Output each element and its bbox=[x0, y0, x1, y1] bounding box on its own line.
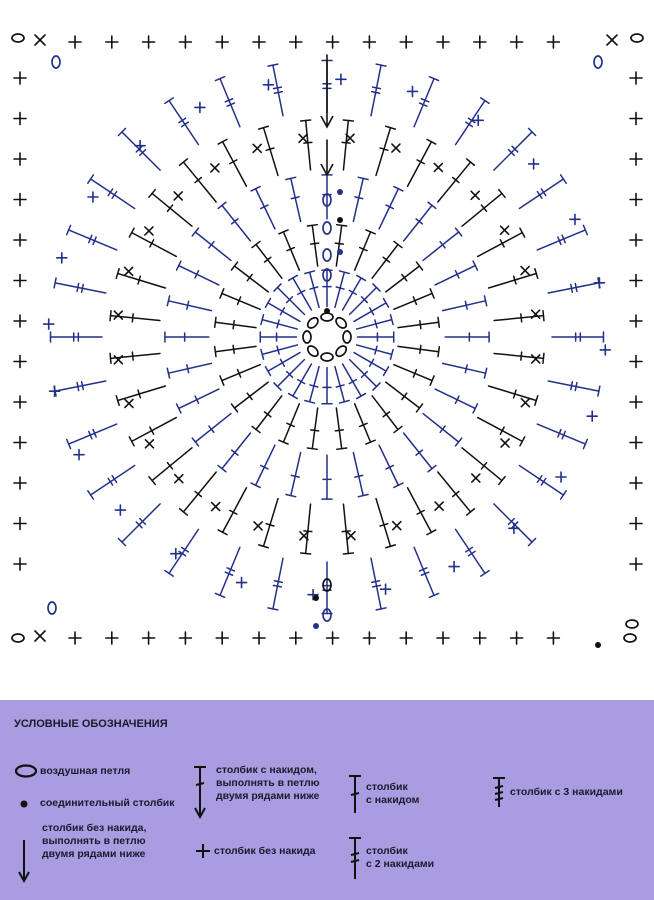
chart-stitch bbox=[438, 472, 471, 512]
chart-stitch bbox=[494, 132, 532, 170]
legend-item-sc-arrow bbox=[14, 822, 146, 886]
legend-label-dtr: столбик с 3 накидами bbox=[510, 785, 623, 798]
legend-title: УСЛОВНЫЕ ОБОЗНАЧЕНИЯ bbox=[14, 718, 168, 730]
chart-stitch bbox=[273, 65, 283, 116]
chart-stitch bbox=[438, 347, 439, 357]
chart-stitch bbox=[179, 266, 219, 285]
chart-stitch bbox=[233, 321, 234, 329]
chart-stitch bbox=[456, 529, 485, 573]
chart-stitch bbox=[252, 426, 260, 432]
chart-stitch bbox=[478, 418, 523, 442]
chart-stitch bbox=[82, 382, 84, 390]
chart-stitch bbox=[343, 120, 353, 121]
sc-plus-icon bbox=[194, 841, 214, 861]
corner-chain bbox=[48, 602, 56, 614]
chart-stitch bbox=[274, 581, 282, 583]
chart-stitch bbox=[386, 382, 420, 408]
chart-stitch bbox=[543, 353, 544, 363]
chart-stitch bbox=[598, 386, 600, 396]
chart-stitch bbox=[414, 79, 434, 127]
chart-stitch bbox=[218, 530, 227, 535]
corner-chain bbox=[52, 56, 60, 68]
chart-stitch bbox=[438, 317, 439, 327]
chart-stitch bbox=[465, 365, 467, 373]
chart-stitch bbox=[342, 531, 350, 532]
chart-stitch bbox=[301, 120, 311, 121]
chart-stitch bbox=[420, 345, 421, 353]
corner-chain bbox=[631, 34, 643, 42]
chart-stitch bbox=[291, 453, 301, 496]
chart-stitch bbox=[541, 478, 545, 485]
chart-stitch bbox=[519, 466, 563, 495]
chart-stitch bbox=[416, 404, 422, 412]
legend-item-slip bbox=[18, 797, 175, 810]
chart-stitch bbox=[301, 553, 311, 554]
legend-label-slip: соединительный столбик bbox=[40, 797, 175, 809]
chart-stitch bbox=[235, 382, 269, 408]
center-slip bbox=[313, 595, 319, 601]
chart-stitch bbox=[423, 414, 459, 442]
center-slip bbox=[313, 623, 319, 629]
chart-stitch bbox=[108, 478, 112, 485]
chart-stitch bbox=[187, 301, 189, 309]
ring-chain bbox=[303, 331, 311, 343]
chart-stitch bbox=[256, 445, 275, 485]
chart-stitch bbox=[256, 245, 282, 279]
chart-stitch bbox=[336, 385, 344, 387]
chart-stitch bbox=[456, 101, 485, 145]
chart-stitch bbox=[416, 262, 422, 270]
center-slip bbox=[337, 217, 343, 223]
chart-stitch bbox=[466, 122, 473, 126]
chart-stitch bbox=[88, 175, 94, 183]
chart-stitch bbox=[379, 189, 398, 229]
chart-stitch bbox=[371, 558, 381, 609]
chart-stitch bbox=[548, 283, 599, 293]
chart-stitch bbox=[195, 414, 231, 442]
corner-chain bbox=[624, 634, 636, 642]
chart-stitch bbox=[428, 466, 436, 472]
chart-stitch bbox=[268, 64, 278, 66]
chart-stitch bbox=[443, 301, 486, 311]
chart-stitch bbox=[353, 453, 363, 496]
chart-stitch bbox=[168, 363, 211, 373]
chart-stitch bbox=[478, 233, 523, 257]
chart-stitch bbox=[371, 65, 381, 116]
chart-stitch bbox=[277, 346, 279, 354]
chart-stitch bbox=[468, 551, 475, 555]
chart-stitch bbox=[306, 504, 311, 553]
chart-stitch bbox=[357, 394, 366, 399]
chart-stitch bbox=[222, 205, 250, 241]
chart-stitch bbox=[182, 547, 189, 551]
chart-stitch bbox=[291, 475, 299, 477]
chart-stitch bbox=[376, 64, 386, 66]
slip-dot-icon bbox=[18, 798, 40, 810]
chart-stitch bbox=[337, 448, 347, 449]
chart-stitch bbox=[169, 529, 198, 573]
chart-stitch bbox=[112, 476, 116, 483]
ring-chain bbox=[321, 313, 333, 321]
chart-stitch bbox=[169, 101, 198, 145]
chart-stitch bbox=[218, 139, 227, 144]
chart-stitch bbox=[152, 193, 192, 226]
tr-t-icon bbox=[346, 835, 366, 881]
chart-stitch bbox=[408, 142, 432, 187]
ring-chain bbox=[343, 331, 351, 343]
chart-stitch bbox=[122, 504, 160, 542]
chart-stitch bbox=[561, 491, 567, 499]
legend-label-tr: столбик с 2 накидами bbox=[366, 845, 435, 870]
chart-stitch bbox=[456, 438, 462, 446]
ring-slip bbox=[324, 308, 330, 314]
corner-slip bbox=[595, 642, 601, 648]
chart-stitch bbox=[394, 365, 432, 381]
chart-stitch bbox=[355, 404, 371, 442]
chart-stitch bbox=[195, 232, 231, 260]
chart-stitch bbox=[307, 225, 317, 226]
chart-stitch bbox=[111, 353, 160, 358]
chart-stitch bbox=[222, 293, 260, 309]
chart-stitch bbox=[375, 346, 377, 354]
chart-stitch bbox=[129, 437, 134, 446]
chart-stitch bbox=[289, 394, 298, 399]
chart-stitch bbox=[55, 381, 106, 391]
chart-stitch bbox=[462, 448, 502, 481]
chart-stitch bbox=[311, 243, 319, 244]
chart-stitch bbox=[373, 585, 381, 587]
chart-stitch bbox=[489, 274, 537, 288]
chart-stitch bbox=[218, 202, 226, 208]
chart-stitch bbox=[283, 404, 299, 442]
chart-stitch bbox=[262, 320, 297, 329]
chart-stitch bbox=[456, 228, 462, 236]
chart-stitch bbox=[521, 352, 522, 360]
chart-stitch bbox=[376, 608, 386, 610]
chart-stitch bbox=[520, 437, 525, 446]
corner-chain bbox=[12, 634, 24, 642]
legend-item-sc bbox=[194, 841, 316, 861]
chart-stitch bbox=[384, 299, 389, 308]
chart-stitch bbox=[235, 266, 269, 292]
chart-stitch bbox=[223, 488, 247, 533]
chart-stitch bbox=[548, 381, 599, 391]
chart-stitch bbox=[215, 322, 256, 327]
chart-stitch bbox=[571, 382, 573, 390]
chart-stitch bbox=[537, 230, 585, 250]
legend-item-dc bbox=[346, 773, 419, 815]
chart-stitch bbox=[179, 118, 186, 122]
chart-stitch bbox=[543, 311, 544, 321]
ring-chain bbox=[306, 316, 320, 330]
legend-label-dc: столбик с накидом bbox=[366, 781, 420, 806]
legend-item-dc-arrow bbox=[190, 764, 320, 820]
chart-stitch bbox=[122, 132, 160, 170]
chart-stitch bbox=[252, 241, 260, 247]
legend-label-sc: столбик без накида bbox=[214, 844, 316, 857]
chart-stitch bbox=[537, 476, 541, 483]
chart-stitch bbox=[82, 284, 84, 292]
chart-stitch bbox=[343, 121, 348, 170]
chart-stitch bbox=[310, 287, 318, 289]
chart-stitch bbox=[481, 571, 489, 577]
chart-stitch bbox=[335, 367, 344, 402]
chart-stitch bbox=[215, 346, 256, 351]
chart-stitch bbox=[357, 345, 392, 354]
chart-stitch bbox=[357, 320, 392, 329]
chart-stitch bbox=[404, 433, 432, 469]
chart-stitch bbox=[132, 352, 133, 360]
chart-stitch bbox=[152, 448, 192, 481]
chart-stitch bbox=[481, 98, 489, 104]
legend-item-chain bbox=[14, 764, 130, 778]
chart-stitch bbox=[310, 385, 318, 387]
chain-oval-icon bbox=[14, 764, 40, 778]
chart-stitch bbox=[112, 192, 116, 199]
chart-stitch bbox=[494, 316, 543, 321]
chart-stitch bbox=[521, 314, 522, 322]
chart-stitch bbox=[394, 241, 402, 247]
chart-stitch bbox=[336, 225, 341, 266]
chart-stitch bbox=[372, 396, 398, 430]
chart-stitch bbox=[438, 162, 471, 202]
dc-arrow-icon bbox=[190, 764, 212, 820]
corner-chain bbox=[626, 620, 638, 628]
legend-panel bbox=[0, 700, 654, 900]
chart-stitch bbox=[372, 581, 380, 583]
chart-stitch bbox=[571, 284, 573, 292]
chart-stitch bbox=[336, 408, 341, 449]
chart-stitch bbox=[215, 347, 216, 357]
chart-stitch bbox=[165, 98, 173, 104]
chart-stitch bbox=[357, 275, 366, 280]
chart-stitch bbox=[575, 284, 577, 292]
chart-stitch bbox=[264, 128, 278, 176]
chart-stitch bbox=[215, 317, 216, 327]
chart-stitch bbox=[274, 92, 282, 94]
chart-stitch bbox=[427, 139, 436, 144]
chart-stitch bbox=[262, 345, 297, 354]
chart-stitch bbox=[110, 311, 111, 321]
chart-stitch bbox=[519, 179, 563, 208]
chart-stitch bbox=[398, 322, 439, 327]
corner-chain bbox=[594, 56, 602, 68]
chart-stitch bbox=[132, 314, 133, 322]
chart-stitch bbox=[394, 293, 432, 309]
chart-stitch bbox=[306, 121, 311, 170]
chart-stitch bbox=[420, 321, 421, 329]
chart-stitch bbox=[291, 178, 301, 221]
sc-arrow-icon bbox=[14, 822, 38, 886]
chart-stitch bbox=[187, 365, 189, 373]
chart-stitch bbox=[335, 430, 343, 431]
chart-stitch bbox=[274, 87, 282, 89]
chart-stitch bbox=[283, 232, 299, 270]
chart-stitch bbox=[537, 192, 541, 199]
chart-stitch bbox=[307, 448, 317, 449]
chart-stitch bbox=[88, 491, 94, 499]
chart-stitch bbox=[384, 367, 389, 376]
chart-stitch bbox=[289, 275, 298, 280]
chart-stitch bbox=[54, 278, 56, 288]
chart-stitch bbox=[335, 243, 343, 244]
chart-stitch bbox=[220, 547, 240, 595]
ring-chain bbox=[306, 344, 320, 358]
chart-stitch bbox=[231, 262, 237, 270]
chart-stitch bbox=[91, 179, 135, 208]
chart-stitch bbox=[132, 418, 177, 442]
chart-stitch bbox=[372, 245, 398, 279]
center-slip bbox=[337, 189, 343, 195]
chart-stitch bbox=[77, 383, 79, 391]
chart-stitch bbox=[408, 488, 432, 533]
chart-stitch bbox=[273, 558, 283, 609]
chart-stitch bbox=[264, 499, 278, 547]
chart-stitch bbox=[386, 266, 420, 292]
chart-stitch bbox=[274, 585, 282, 587]
chart-stitch bbox=[375, 320, 377, 328]
chart-stitch bbox=[398, 346, 439, 351]
ring-chain bbox=[321, 353, 333, 361]
chart-stitch bbox=[376, 128, 390, 176]
center-chain bbox=[323, 249, 331, 261]
chart-stitch bbox=[129, 228, 134, 237]
chart-stitch bbox=[179, 389, 219, 408]
chart-stitch bbox=[394, 426, 402, 432]
chart-stitch bbox=[222, 433, 250, 469]
chart-stitch bbox=[379, 445, 398, 485]
chart-stitch bbox=[183, 472, 216, 512]
chart-stitch bbox=[435, 266, 475, 285]
chart-stitch bbox=[311, 430, 319, 431]
chart-stitch bbox=[165, 571, 173, 577]
chart-stitch bbox=[423, 232, 459, 260]
chart-stitch bbox=[304, 142, 312, 143]
chart-stitch bbox=[466, 547, 473, 551]
chart-stitch bbox=[575, 383, 577, 391]
chart-stitch bbox=[443, 363, 486, 373]
center-slip bbox=[337, 249, 343, 255]
chart-stitch bbox=[561, 175, 567, 183]
chart-stitch bbox=[182, 122, 189, 126]
legend-item-tr bbox=[346, 835, 434, 881]
dtr-t-icon bbox=[490, 775, 510, 809]
chart-stitch bbox=[404, 205, 432, 241]
chart-stitch bbox=[118, 386, 166, 400]
chart-stitch bbox=[435, 389, 475, 408]
chart-stitch bbox=[537, 424, 585, 444]
legend-item-dtr bbox=[490, 775, 623, 809]
chart-stitch bbox=[414, 547, 434, 595]
chart-stitch bbox=[373, 87, 381, 89]
chart-stitch bbox=[69, 424, 117, 444]
chart-stitch bbox=[494, 504, 532, 542]
chart-stitch bbox=[337, 225, 347, 226]
legend-label-dc-arrow: столбик с накидом, выполнять в петлю двумя рядами ниже bbox=[216, 764, 320, 802]
ring-chain bbox=[334, 344, 348, 358]
chart-stitch bbox=[265, 367, 270, 376]
chart-stitch bbox=[427, 530, 436, 535]
chart-stitch bbox=[353, 178, 363, 221]
chart-stitch bbox=[222, 365, 260, 381]
chart-stitch bbox=[233, 345, 234, 353]
chart-stitch bbox=[520, 228, 525, 237]
chart-stitch bbox=[192, 228, 198, 236]
chart-stitch bbox=[218, 466, 226, 472]
chart-stitch bbox=[77, 284, 79, 292]
chart-stitch bbox=[312, 225, 317, 266]
chart-stitch bbox=[69, 230, 117, 250]
chart-stitch bbox=[108, 189, 112, 196]
chart-stitch bbox=[291, 197, 299, 199]
corner-chain bbox=[12, 34, 24, 42]
chart-stitch bbox=[343, 504, 348, 553]
chart-stitch bbox=[268, 608, 278, 610]
chart-stitch bbox=[312, 408, 317, 449]
chart-stitch bbox=[465, 301, 467, 309]
chart-stitch bbox=[223, 142, 247, 187]
chart-stitch bbox=[110, 353, 111, 363]
chart-stitch bbox=[256, 396, 282, 430]
chart-stitch bbox=[310, 367, 319, 402]
chart-stitch bbox=[336, 287, 344, 289]
chart-stitch bbox=[428, 202, 436, 208]
chart-stitch bbox=[265, 299, 270, 308]
chart-stitch bbox=[55, 283, 106, 293]
chart-stitch bbox=[183, 162, 216, 202]
chart-stitch bbox=[462, 193, 502, 226]
chart-stitch bbox=[310, 272, 319, 307]
chart-stitch bbox=[355, 475, 363, 477]
dc-t-icon bbox=[346, 773, 366, 815]
chart-stitch bbox=[231, 404, 237, 412]
chart-stitch bbox=[355, 232, 371, 270]
legend-label-sc-arrow: столбик без накида, выполнять в петлю двумя рядами ниже bbox=[42, 822, 147, 860]
chart-stitch bbox=[335, 272, 344, 307]
chart-stitch bbox=[541, 189, 545, 196]
chart-stitch bbox=[355, 197, 363, 199]
chart-stitch bbox=[277, 320, 279, 328]
legend-label-chain: воздушная петля bbox=[40, 764, 131, 777]
chart-stitch bbox=[343, 553, 353, 554]
chart-stitch bbox=[376, 499, 390, 547]
chart-stitch bbox=[91, 466, 135, 495]
ring-chain bbox=[334, 316, 348, 330]
chart-stitch bbox=[220, 79, 240, 127]
chart-stitch bbox=[132, 233, 177, 257]
center-chain bbox=[323, 222, 331, 234]
chart-stitch bbox=[372, 92, 380, 94]
chart-stitch bbox=[192, 438, 198, 446]
chart-stitch bbox=[168, 301, 211, 311]
chart-stitch bbox=[256, 189, 275, 229]
